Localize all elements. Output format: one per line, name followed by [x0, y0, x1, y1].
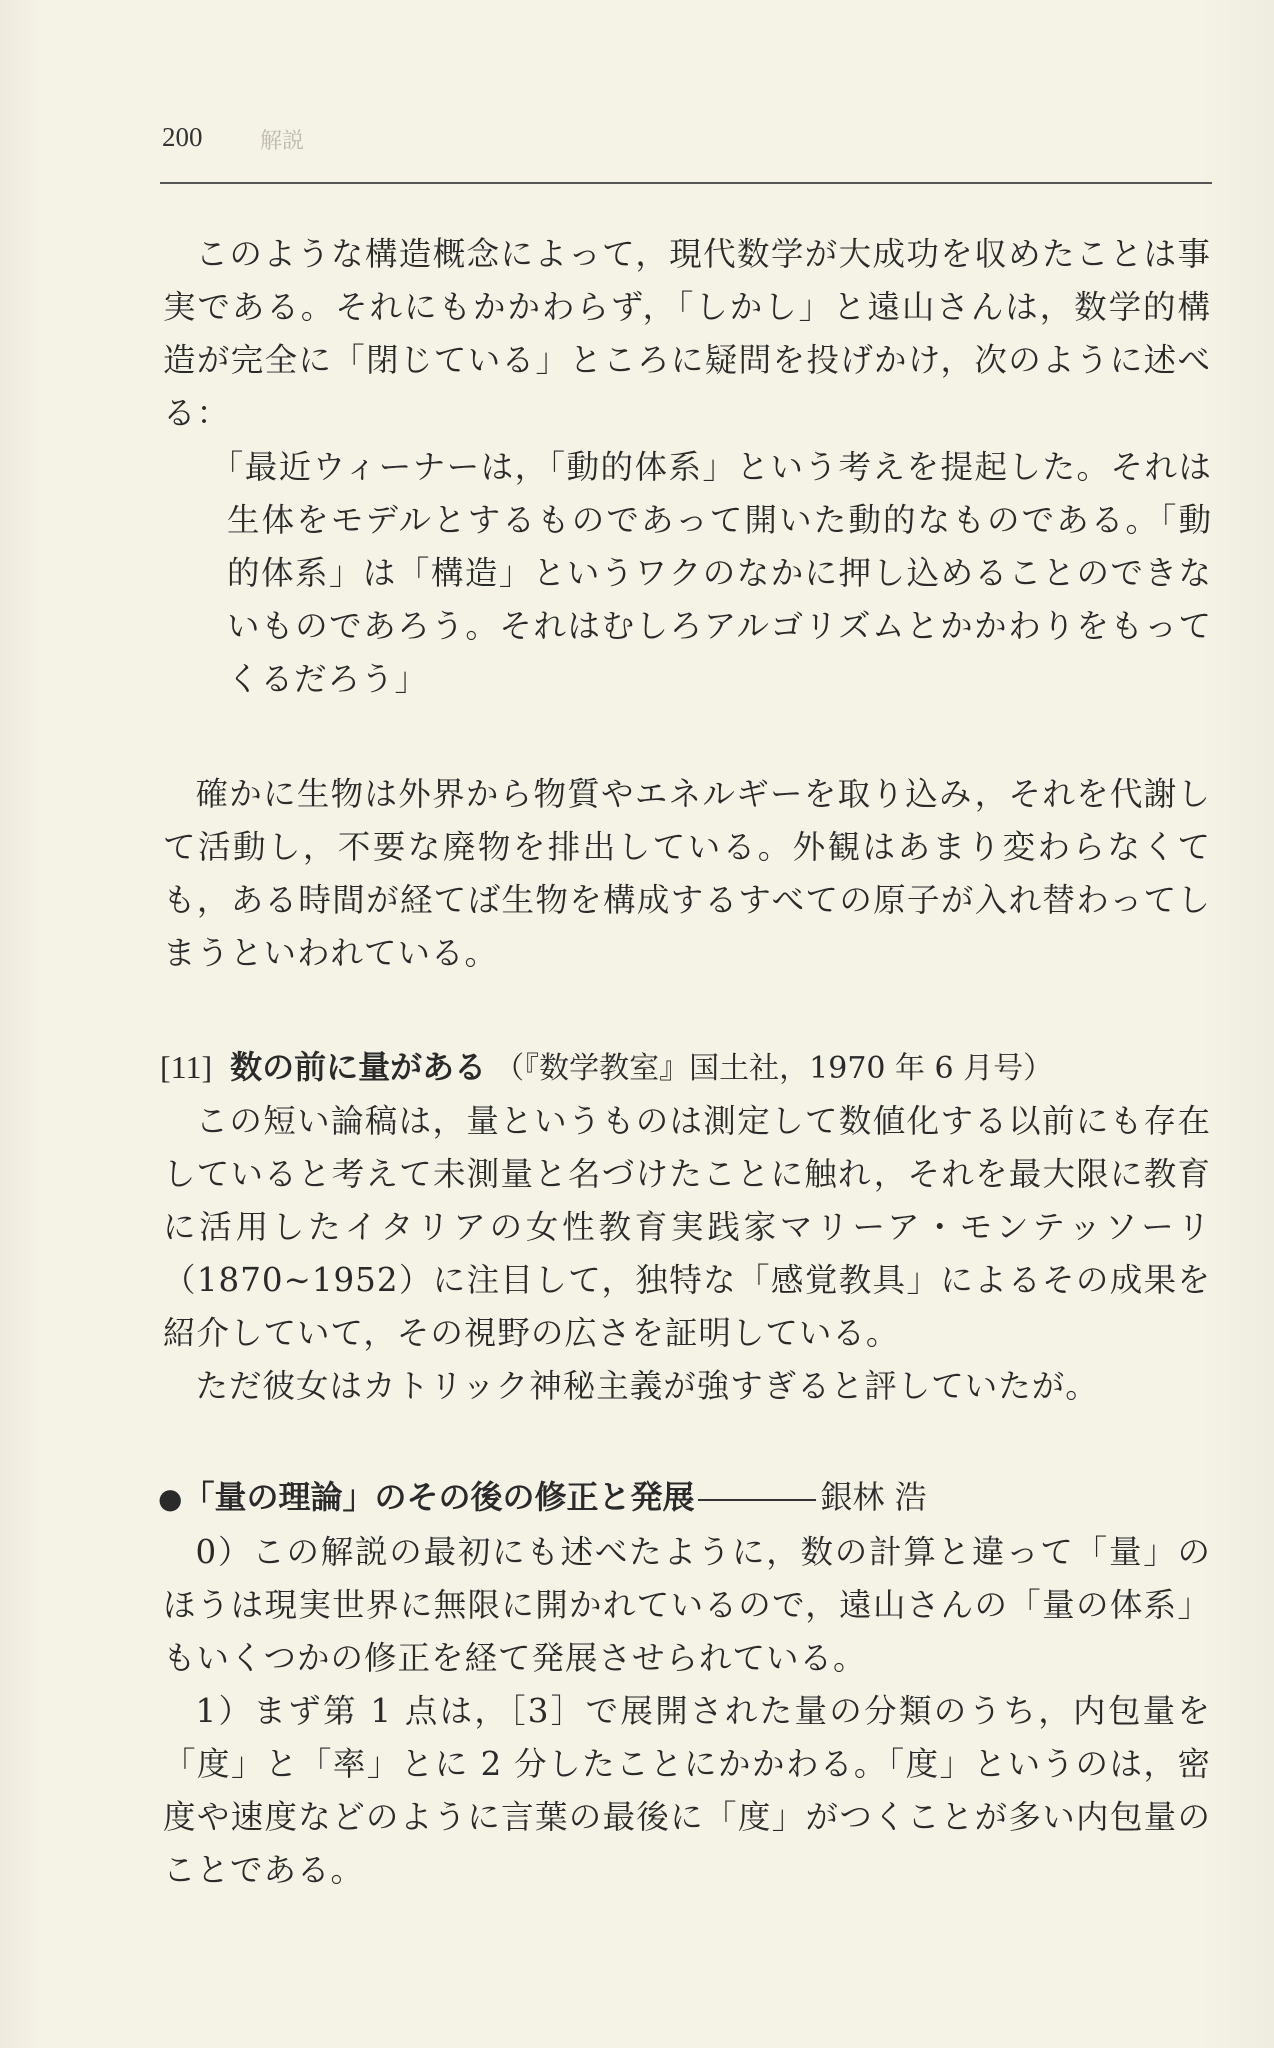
running-head: 解説	[260, 129, 305, 154]
paragraph-biology	[163, 768, 1211, 980]
paragraph-text: 確かに生物は外界から物質やエネルギーを取り込み，それを代謝して活動し，不要な廃物を排出している。外観はあまり変わらなくても，ある時間が経てば生物を構成するすべての原子が入れ替わってしまうといわれている。	[163, 775, 1211, 972]
paragraph-text: 0）この解説の最初にも述べたように，数の計算と違って「量」のほうは現実世界に無限に開かれているので，遠山さんの「量の体系」もいくつかの修正を経て発展させられている。	[163, 1533, 1211, 1677]
bullet-icon: ●	[158, 1482, 183, 1515]
item-source: （『数学教室』国土社，1970 年 6 月号）	[494, 1051, 1054, 1086]
paragraph-text: ただ彼女はカトリック神秘主義が強すぎると評していたが。	[195, 1367, 1099, 1405]
item-number: [11]	[160, 1049, 213, 1085]
section-heading	[158, 1472, 1208, 1524]
paragraph-text: 1）まず第 1 点は，［3］で展開された量の分類のうち，内包量を「度」と「率」とに 2 分したことにかかわる。「度」というのは，密度や速度などのように言葉の最後に「度」がつくことが多い内包量のことである。	[163, 1692, 1211, 1889]
paragraph-montessori	[163, 1095, 1211, 1413]
paragraph-text: このような構造概念によって，現代数学が大成功を収めたことは事実である。それにもかかわらず，「しかし」と遠山さんは，数学的構造が完全に「閉じている」ところに疑問を投げかけ，次のように述べる：	[163, 235, 1211, 432]
section-title: 「量の理論」のその後の修正と発展	[182, 1478, 695, 1516]
dash-rule	[698, 1499, 816, 1501]
paragraph-intro	[163, 228, 1211, 440]
item-title: 数の前に量がある	[230, 1048, 487, 1086]
quote-text: 「最近ウィーナーは，「動的体系」という考えを提起した。それは生体をモデルとするものであって開いた動的なものである。「動的体系」は「構造」というワクのなかに押し込めることのできないものであろう。それはむしろアルゴリズムとかかわりをもってくるだろう」	[210, 448, 1212, 698]
item-heading-11	[160, 1042, 1210, 1094]
block-quote	[210, 441, 1212, 706]
paragraph-text: この短い論稿は，量というものは測定して数値化する以前にも存在していると考えて未測量と名づけたことに触れ，それを最大限に教育に活用したイタリアの女性教育実践家マリーア・モンテッソーリ（1870∼1952）に注目して，独特な「感覚教具」によるその成果を紹介していて，その視野の広さを証明している。	[163, 1102, 1211, 1352]
paragraph-section-body	[163, 1526, 1211, 1897]
page-header	[160, 118, 1212, 184]
page-number: 200	[162, 122, 203, 152]
section-author: 銀林 浩	[820, 1478, 927, 1516]
